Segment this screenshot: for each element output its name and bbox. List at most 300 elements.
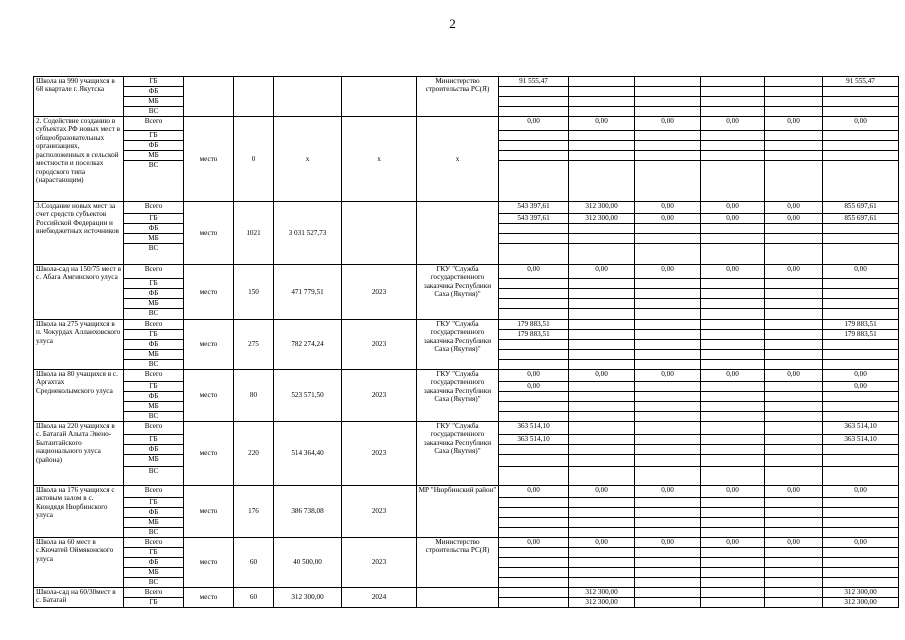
amount-cell bbox=[499, 299, 569, 309]
amount-cell bbox=[765, 467, 823, 486]
estimated-cost-cell: 3 031 527,73 bbox=[274, 202, 342, 265]
amount-cell: 363 514,10 bbox=[823, 435, 899, 445]
amount-cell bbox=[765, 548, 823, 558]
amount-cell bbox=[569, 558, 635, 568]
amount-cell bbox=[569, 309, 635, 320]
estimated-cost-cell: 514 364,40 bbox=[274, 422, 342, 486]
executor-cell: Министерство строительства РС(Я) bbox=[417, 77, 499, 117]
amount-cell bbox=[823, 518, 899, 528]
amount-cell bbox=[569, 330, 635, 340]
amount-cell bbox=[635, 402, 701, 412]
amount-cell bbox=[569, 234, 635, 244]
amount-cell bbox=[701, 402, 765, 412]
amount-cell bbox=[569, 224, 635, 234]
commissioning-year-cell: 2023 bbox=[342, 370, 417, 422]
amount-cell bbox=[635, 234, 701, 244]
object-name-cell: Школа на 176 учащихся с актовым залом в с. Кюндядя Нюрбинского улуса bbox=[34, 486, 124, 538]
amount-cell bbox=[701, 578, 765, 588]
funding-source-cell: ГБ bbox=[124, 498, 184, 508]
amount-cell bbox=[569, 279, 635, 289]
executor-cell: ГКУ "Служба государственного заказчика Республики Саха (Якутия)" bbox=[417, 422, 499, 486]
commissioning-year-cell: 2023 bbox=[342, 265, 417, 320]
capacity-cell: 220 bbox=[234, 422, 274, 486]
amount-cell bbox=[499, 289, 569, 299]
funding-source-cell: ГБ bbox=[124, 598, 184, 608]
commissioning-year-cell: 2023 bbox=[342, 422, 417, 486]
amount-cell bbox=[569, 131, 635, 141]
amount-cell bbox=[823, 299, 899, 309]
amount-cell bbox=[765, 309, 823, 320]
object-name-cell: Школа на 220 учащихся в с. Батагай Алыта Эвено-Бытантайского национального улуса (района) bbox=[34, 422, 124, 486]
amount-cell bbox=[499, 498, 569, 508]
amount-cell bbox=[701, 598, 765, 608]
amount-cell: 0,00 bbox=[635, 370, 701, 382]
amount-cell: 0,00 bbox=[701, 214, 765, 224]
amount-cell bbox=[823, 548, 899, 558]
amount-cell bbox=[499, 568, 569, 578]
amount-cell bbox=[635, 412, 701, 422]
amount-cell bbox=[499, 508, 569, 518]
amount-cell bbox=[499, 151, 569, 161]
unit-cell: место bbox=[184, 117, 234, 202]
executor-cell bbox=[417, 202, 499, 265]
amount-cell bbox=[765, 87, 823, 97]
amount-cell: 312 300,00 bbox=[569, 598, 635, 608]
amount-cell: 91 555,47 bbox=[823, 77, 899, 87]
unit-cell: место bbox=[184, 588, 234, 608]
amount-cell: 0,00 bbox=[765, 202, 823, 214]
amount-cell bbox=[569, 299, 635, 309]
amount-cell: 0,00 bbox=[701, 202, 765, 214]
amount-cell bbox=[823, 97, 899, 107]
amount-cell bbox=[635, 455, 701, 467]
amount-cell: 0,00 bbox=[823, 117, 899, 131]
amount-cell: 0,00 bbox=[569, 370, 635, 382]
amount-cell bbox=[701, 568, 765, 578]
amount-cell bbox=[701, 107, 765, 117]
amount-cell bbox=[569, 141, 635, 151]
capacity-cell: 275 bbox=[234, 320, 274, 370]
amount-cell bbox=[765, 568, 823, 578]
amount-cell bbox=[765, 528, 823, 538]
amount-cell bbox=[765, 588, 823, 598]
amount-cell bbox=[823, 455, 899, 467]
amount-cell bbox=[701, 498, 765, 508]
amount-cell bbox=[765, 422, 823, 435]
table-row bbox=[34, 588, 899, 598]
table-row bbox=[34, 117, 899, 131]
estimated-cost-cell: 471 779,51 bbox=[274, 265, 342, 320]
executor-cell: ГКУ "Служба государственного заказчика Республики Саха (Якутия)" bbox=[417, 265, 499, 320]
amount-cell bbox=[701, 151, 765, 161]
amount-cell: 0,00 bbox=[635, 117, 701, 131]
amount-cell bbox=[765, 508, 823, 518]
table-row bbox=[34, 538, 899, 548]
amount-cell bbox=[701, 279, 765, 289]
amount-cell bbox=[635, 588, 701, 598]
program-funding-table bbox=[33, 76, 899, 608]
funding-source-cell: ГБ bbox=[124, 548, 184, 558]
amount-cell bbox=[701, 528, 765, 538]
estimated-cost-cell: х bbox=[274, 117, 342, 202]
funding-source-cell: Всего bbox=[124, 202, 184, 214]
amount-cell: 0,00 bbox=[635, 265, 701, 279]
funding-source-cell: ВС bbox=[124, 412, 184, 422]
table-row bbox=[34, 370, 899, 382]
funding-source-cell: МБ bbox=[124, 568, 184, 578]
amount-cell: 855 697,61 bbox=[823, 202, 899, 214]
amount-cell bbox=[635, 528, 701, 538]
object-name-cell: Школа-сад на 60/30мест в с. Батагай bbox=[34, 588, 124, 608]
funding-source-cell: Всего bbox=[124, 117, 184, 131]
amount-cell bbox=[569, 97, 635, 107]
executor-cell: ГКУ "Служба государственного заказчика Республики Саха (Якутия)" bbox=[417, 370, 499, 422]
amount-cell bbox=[765, 340, 823, 350]
capacity-cell: 80 bbox=[234, 370, 274, 422]
funding-source-cell: МБ bbox=[124, 350, 184, 360]
amount-cell bbox=[701, 350, 765, 360]
table-row bbox=[34, 486, 899, 498]
unit-cell: место bbox=[184, 265, 234, 320]
amount-cell: 0,00 bbox=[765, 117, 823, 131]
amount-cell bbox=[823, 392, 899, 402]
amount-cell bbox=[765, 578, 823, 588]
amount-cell bbox=[701, 320, 765, 330]
amount-cell bbox=[765, 518, 823, 528]
amount-cell bbox=[823, 498, 899, 508]
amount-cell bbox=[765, 412, 823, 422]
amount-cell bbox=[635, 161, 701, 202]
funding-source-cell: МБ bbox=[124, 234, 184, 244]
capacity-cell: 1021 bbox=[234, 202, 274, 265]
amount-cell bbox=[635, 224, 701, 234]
capacity-cell: 0 bbox=[234, 117, 274, 202]
commissioning-year-cell: 2023 bbox=[342, 320, 417, 370]
amount-cell bbox=[499, 360, 569, 370]
amount-cell bbox=[569, 107, 635, 117]
amount-cell bbox=[823, 161, 899, 202]
amount-cell bbox=[701, 234, 765, 244]
amount-cell bbox=[635, 279, 701, 289]
amount-cell bbox=[765, 360, 823, 370]
amount-cell bbox=[499, 234, 569, 244]
amount-cell: 543 397,61 bbox=[499, 202, 569, 214]
amount-cell bbox=[765, 141, 823, 151]
amount-cell bbox=[499, 558, 569, 568]
amount-cell bbox=[569, 289, 635, 299]
amount-cell bbox=[499, 598, 569, 608]
amount-cell: 0,00 bbox=[765, 214, 823, 224]
amount-cell: 0,00 bbox=[499, 382, 569, 392]
amount-cell bbox=[635, 508, 701, 518]
funding-source-cell: ФБ bbox=[124, 141, 184, 151]
amount-cell bbox=[635, 141, 701, 151]
estimated-cost-cell: 312 300,00 bbox=[274, 588, 342, 608]
estimated-cost-cell: 40 500,00 bbox=[274, 538, 342, 588]
amount-cell bbox=[701, 548, 765, 558]
amount-cell bbox=[823, 151, 899, 161]
amount-cell: 0,00 bbox=[823, 265, 899, 279]
funding-source-cell: ВС bbox=[124, 467, 184, 486]
amount-cell bbox=[635, 445, 701, 455]
funding-source-cell: ВС bbox=[124, 107, 184, 117]
amount-cell bbox=[635, 340, 701, 350]
amount-cell bbox=[569, 422, 635, 435]
funding-source-cell: ФБ bbox=[124, 392, 184, 402]
capacity-cell: 176 bbox=[234, 486, 274, 538]
amount-cell bbox=[823, 224, 899, 234]
amount-cell bbox=[499, 528, 569, 538]
amount-cell bbox=[569, 382, 635, 392]
funding-source-cell: ФБ bbox=[124, 445, 184, 455]
amount-cell bbox=[765, 320, 823, 330]
funding-source-cell: Всего bbox=[124, 422, 184, 435]
amount-cell: 179 883,51 bbox=[823, 320, 899, 330]
amount-cell: 0,00 bbox=[701, 370, 765, 382]
commissioning-year-cell: 2023 bbox=[342, 538, 417, 588]
amount-cell bbox=[569, 350, 635, 360]
amount-cell bbox=[635, 77, 701, 87]
amount-cell bbox=[701, 588, 765, 598]
amount-cell: 0,00 bbox=[635, 538, 701, 548]
amount-cell bbox=[635, 244, 701, 265]
amount-cell bbox=[499, 518, 569, 528]
amount-cell bbox=[635, 568, 701, 578]
amount-cell bbox=[635, 558, 701, 568]
amount-cell bbox=[499, 107, 569, 117]
unit-cell: место bbox=[184, 486, 234, 538]
executor-cell: МР "Нюрбинский район" bbox=[417, 486, 499, 538]
amount-cell bbox=[701, 412, 765, 422]
object-name-cell: 3.Создание новых мест за счет средств субъектов Российской Федерации и внебюджетных источников bbox=[34, 202, 124, 265]
amount-cell bbox=[499, 279, 569, 289]
amount-cell bbox=[701, 289, 765, 299]
amount-cell bbox=[635, 107, 701, 117]
funding-source-cell: МБ bbox=[124, 299, 184, 309]
amount-cell bbox=[569, 402, 635, 412]
amount-cell bbox=[701, 382, 765, 392]
amount-cell bbox=[569, 412, 635, 422]
amount-cell: 0,00 bbox=[701, 486, 765, 498]
funding-source-cell: ГБ bbox=[124, 131, 184, 141]
commissioning-year-cell bbox=[342, 77, 417, 117]
funding-source-cell: ВС bbox=[124, 528, 184, 538]
funding-source-cell: Всего bbox=[124, 370, 184, 382]
estimated-cost-cell: 782 274,24 bbox=[274, 320, 342, 370]
amount-cell: 0,00 bbox=[635, 214, 701, 224]
amount-cell bbox=[499, 548, 569, 558]
funding-source-cell: Всего bbox=[124, 265, 184, 279]
executor-cell bbox=[417, 588, 499, 608]
amount-cell: 855 697,61 bbox=[823, 214, 899, 224]
unit-cell: место bbox=[184, 320, 234, 370]
amount-cell bbox=[765, 392, 823, 402]
capacity-cell: 150 bbox=[234, 265, 274, 320]
amount-cell: 0,00 bbox=[765, 370, 823, 382]
amount-cell bbox=[499, 161, 569, 202]
amount-cell: 312 300,00 bbox=[823, 588, 899, 598]
commissioning-year-cell: 2023 bbox=[342, 486, 417, 538]
amount-cell: 0,00 bbox=[635, 202, 701, 214]
amount-cell bbox=[765, 161, 823, 202]
amount-cell bbox=[569, 528, 635, 538]
amount-cell bbox=[569, 340, 635, 350]
amount-cell bbox=[635, 422, 701, 435]
table-row bbox=[34, 320, 899, 330]
amount-cell bbox=[765, 402, 823, 412]
funding-source-cell: ФБ bbox=[124, 289, 184, 299]
amount-cell bbox=[765, 97, 823, 107]
amount-cell bbox=[701, 97, 765, 107]
table-row bbox=[34, 422, 899, 435]
amount-cell: 179 883,51 bbox=[499, 320, 569, 330]
executor-cell: х bbox=[417, 117, 499, 202]
amount-cell bbox=[499, 350, 569, 360]
funding-source-cell: Всего bbox=[124, 320, 184, 330]
funding-source-cell: ФБ bbox=[124, 558, 184, 568]
unit-cell: место bbox=[184, 422, 234, 486]
amount-cell: 363 514,10 bbox=[499, 435, 569, 445]
amount-cell bbox=[569, 467, 635, 486]
amount-cell bbox=[635, 131, 701, 141]
amount-cell bbox=[569, 578, 635, 588]
estimated-cost-cell: 386 738,08 bbox=[274, 486, 342, 538]
amount-cell bbox=[569, 445, 635, 455]
amount-cell bbox=[701, 435, 765, 445]
amount-cell: 0,00 bbox=[569, 265, 635, 279]
amount-cell bbox=[701, 340, 765, 350]
estimated-cost-cell: 523 571,50 bbox=[274, 370, 342, 422]
amount-cell bbox=[635, 578, 701, 588]
amount-cell bbox=[569, 455, 635, 467]
unit-cell: место bbox=[184, 370, 234, 422]
amount-cell bbox=[765, 77, 823, 87]
object-name-cell: Школа на 990 учащихся в 68 квартале г. Якутска bbox=[34, 77, 124, 117]
amount-cell bbox=[499, 87, 569, 97]
page-number: 2 bbox=[449, 16, 456, 31]
amount-cell bbox=[635, 435, 701, 445]
amount-cell bbox=[701, 445, 765, 455]
funding-source-cell: МБ bbox=[124, 518, 184, 528]
amount-cell: 0,00 bbox=[701, 265, 765, 279]
amount-cell bbox=[765, 131, 823, 141]
amount-cell bbox=[701, 141, 765, 151]
funding-source-cell: ВС bbox=[124, 244, 184, 265]
capacity-cell bbox=[234, 77, 274, 117]
amount-cell bbox=[823, 279, 899, 289]
object-name-cell: Школа на 80 учащихся в с. Аргахтах Среднеколымского улуса bbox=[34, 370, 124, 422]
amount-cell: 312 300,00 bbox=[569, 214, 635, 224]
amount-cell bbox=[765, 330, 823, 340]
amount-cell bbox=[569, 320, 635, 330]
amount-cell bbox=[635, 97, 701, 107]
amount-cell bbox=[765, 299, 823, 309]
amount-cell bbox=[823, 467, 899, 486]
object-name-cell: Школа на 60 мест в с.Кючатей Оймяконского улуса bbox=[34, 538, 124, 588]
funding-source-cell: МБ bbox=[124, 402, 184, 412]
amount-cell bbox=[701, 87, 765, 97]
funding-source-cell: ВС bbox=[124, 309, 184, 320]
amount-cell bbox=[635, 548, 701, 558]
amount-cell bbox=[499, 97, 569, 107]
funding-source-cell: ФБ bbox=[124, 87, 184, 97]
amount-cell bbox=[765, 107, 823, 117]
amount-cell bbox=[823, 87, 899, 97]
amount-cell bbox=[701, 330, 765, 340]
funding-source-cell: ФБ bbox=[124, 508, 184, 518]
amount-cell bbox=[823, 412, 899, 422]
amount-cell bbox=[701, 77, 765, 87]
funding-source-cell: Всего bbox=[124, 538, 184, 548]
funding-source-cell: МБ bbox=[124, 151, 184, 161]
amount-cell bbox=[635, 309, 701, 320]
unit-cell bbox=[184, 77, 234, 117]
amount-cell: 0,00 bbox=[701, 538, 765, 548]
amount-cell bbox=[823, 528, 899, 538]
executor-cell: ГКУ "Служба государственного заказчика Республики Саха (Якутия)" bbox=[417, 320, 499, 370]
amount-cell: 363 514,10 bbox=[499, 422, 569, 435]
amount-cell bbox=[701, 360, 765, 370]
amount-cell bbox=[765, 598, 823, 608]
amount-cell bbox=[635, 392, 701, 402]
amount-cell bbox=[823, 445, 899, 455]
amount-cell bbox=[635, 350, 701, 360]
funding-source-cell: ГБ bbox=[124, 214, 184, 224]
funding-source-cell: ФБ bbox=[124, 340, 184, 350]
amount-cell bbox=[569, 518, 635, 528]
amount-cell: 0,00 bbox=[499, 538, 569, 548]
amount-cell bbox=[635, 320, 701, 330]
commissioning-year-cell bbox=[342, 202, 417, 265]
amount-cell bbox=[499, 588, 569, 598]
amount-cell bbox=[823, 558, 899, 568]
funding-source-cell: ВС bbox=[124, 161, 184, 202]
amount-cell bbox=[701, 299, 765, 309]
amount-cell bbox=[823, 360, 899, 370]
commissioning-year-cell: х bbox=[342, 117, 417, 202]
amount-cell: 0,00 bbox=[569, 538, 635, 548]
funding-source-cell: ВС bbox=[124, 578, 184, 588]
amount-cell bbox=[701, 309, 765, 320]
amount-cell bbox=[765, 455, 823, 467]
amount-cell bbox=[701, 518, 765, 528]
amount-cell bbox=[499, 141, 569, 151]
amount-cell bbox=[635, 382, 701, 392]
amount-cell bbox=[569, 87, 635, 97]
amount-cell bbox=[635, 151, 701, 161]
amount-cell bbox=[499, 467, 569, 486]
executor-cell: Министерство строительства РС(Я) bbox=[417, 538, 499, 588]
amount-cell bbox=[569, 508, 635, 518]
funding-source-cell: МБ bbox=[124, 455, 184, 467]
amount-cell bbox=[499, 224, 569, 234]
amount-cell bbox=[569, 568, 635, 578]
amount-cell bbox=[635, 467, 701, 486]
amount-cell bbox=[569, 548, 635, 558]
amount-cell bbox=[635, 87, 701, 97]
funding-source-cell: МБ bbox=[124, 97, 184, 107]
amount-cell: 179 883,51 bbox=[499, 330, 569, 340]
commissioning-year-cell: 2024 bbox=[342, 588, 417, 608]
amount-cell: 0,00 bbox=[635, 486, 701, 498]
unit-cell: место bbox=[184, 538, 234, 588]
amount-cell bbox=[765, 244, 823, 265]
capacity-cell: 60 bbox=[234, 588, 274, 608]
amount-cell bbox=[765, 558, 823, 568]
amount-cell bbox=[765, 445, 823, 455]
amount-cell: 179 883,51 bbox=[823, 330, 899, 340]
object-name-cell: 2. Содействие созданию в субъектах РФ новых мест в общеобразовательных организациях, расположенных в сельской местности и поселках городского типа (нарастающим) bbox=[34, 117, 124, 202]
